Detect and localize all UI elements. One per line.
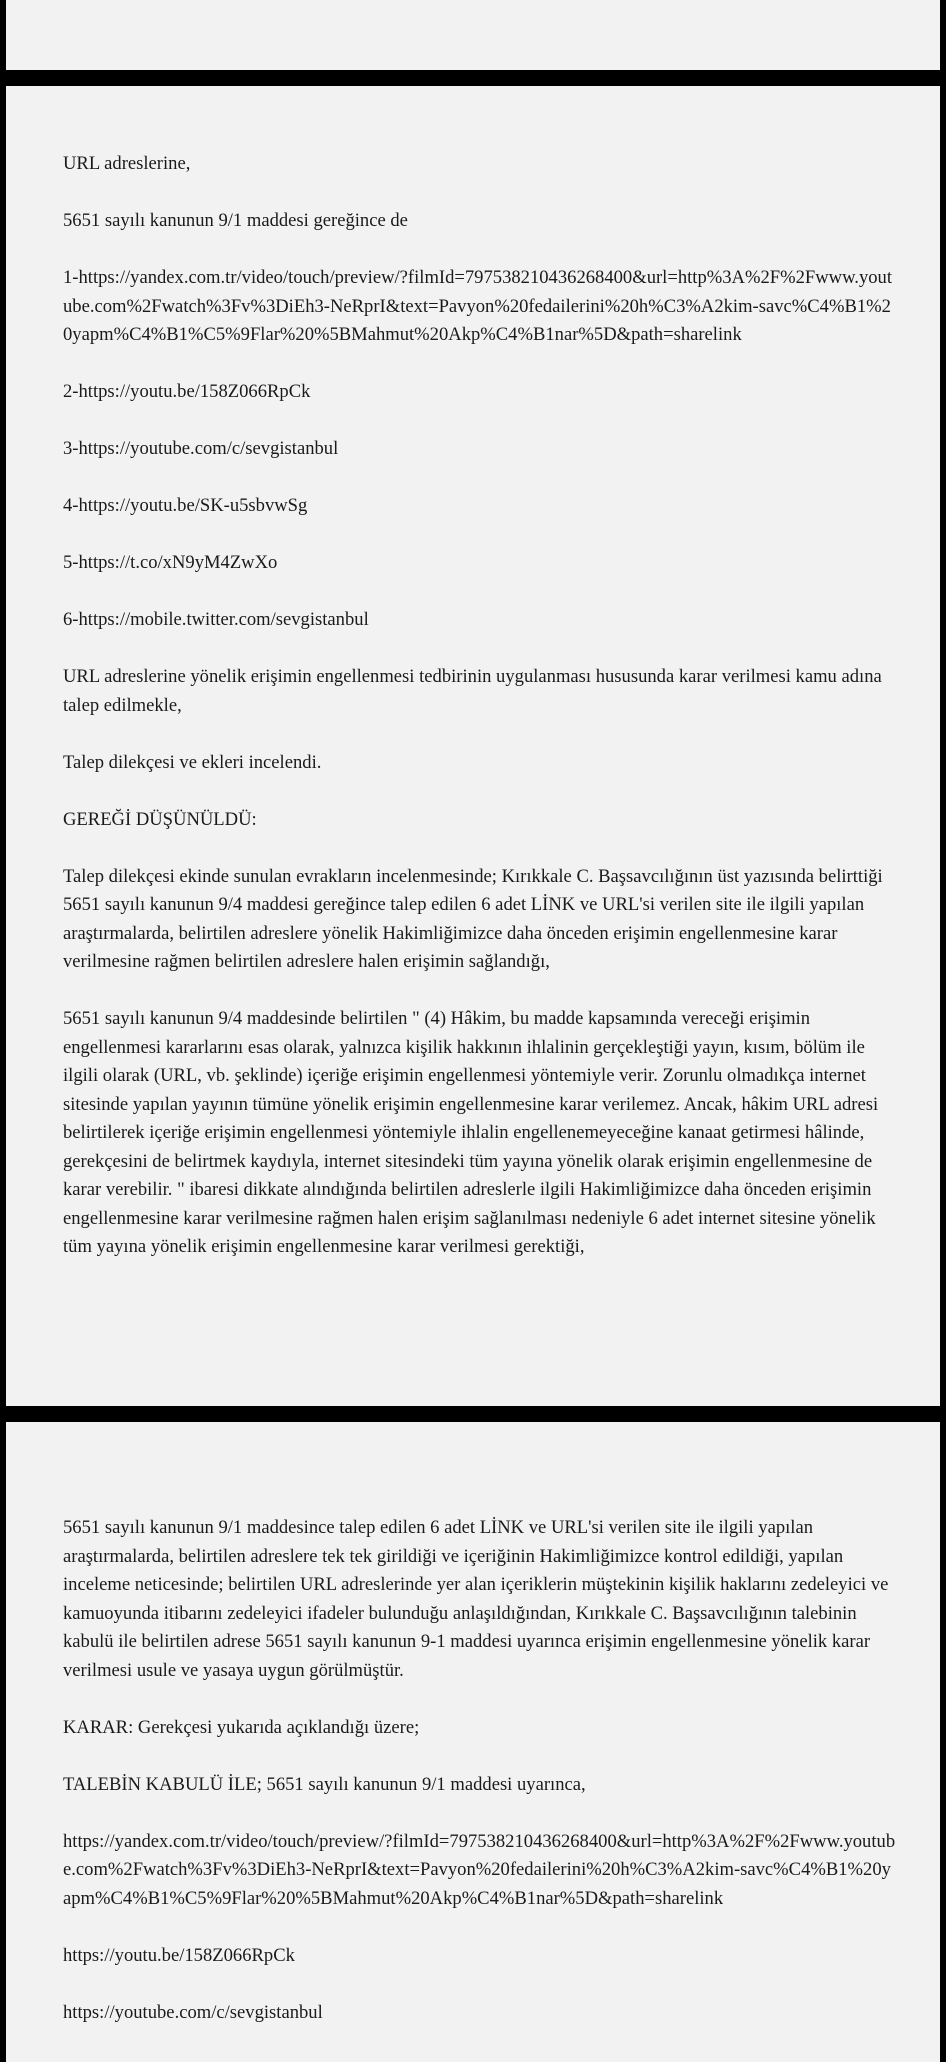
url-item-3: 3-https://youtube.com/c/sevgistanbul — [63, 438, 339, 459]
url-item-5: 5-https://t.co/xN9yM4ZwXo — [63, 552, 278, 573]
url-item-6: 6-https://mobile.twitter.com/sevgistanbul — [63, 609, 369, 630]
examined-text: Talep dilekçesi ve ekleri incelendi. — [63, 751, 322, 773]
page-2-content — [63, 1514, 899, 2056]
decision-url-2: https://youtu.be/158Z066RpCk — [63, 1944, 295, 1966]
decision-url-1: https://yandex.com.tr/video/touch/preview/?filmId=797538210436268400&url=http%3A%2F%2Fwww.youtube.com%2Fwatch%3Fv%3DiEh3-NeRprI&text=Pavyon%20fedailerini%20h%C3%A2kim-savc%C4%B1%20yapm%C4%B1%C5%9Flar%20%5BMahmut%20Akp%C4%B1nar%5D&path=sharelink — [63, 1830, 896, 1909]
decision-url-3: https://youtube.com/c/sevgistanbul — [63, 2001, 323, 2023]
page-1-content — [63, 150, 899, 1290]
law-reference-text: 5651 sayılı kanunun 9/1 maddesi gereğince de — [63, 210, 408, 231]
url-item-2: 2-https://youtu.be/158Z066RpCk — [63, 381, 311, 402]
acceptance-text: TALEBİN KABULÜ İLE; 5651 sayılı kanunun 9/1 maddesi uyarınca, — [63, 1773, 586, 1795]
document-page-1 — [6, 86, 940, 1406]
url-item-4: 4-https://youtu.be/SK-u5sbvwSg — [63, 495, 308, 516]
evaluation-paragraph: 5651 sayılı kanunun 9/1 maddesince talep edilen 6 adet LİNK ve URL'si verilen site ile ilgili yapılan araştırmalarda, belirtilen adreslere tek tek girildiği ve içeriğinin Hakimliğimizce kontrol edildiği, yapılan inceleme neticesinde; belirtilen URL adreslerinde yer alan içeriklerin müştekinin kişilik haklarını zedeleyici ve kamuoyunda itibarını zedeleyici ifadeler bulunduğu anlaşıldığından, Kırıkkale C. Başsavcılığının talebinin kabulü ile belirtilen adrese 5651 sayılı kanunun 9-1 maddesi uyarınca erişimin engellenmesine yönelik karar verilmesi usule ve yasaya uygun görülmüştür. — [63, 1517, 889, 1681]
decision-text: KARAR: Gerekçesi yukarıda açıklandığı üzere; — [63, 1716, 420, 1738]
reasoning-paragraph-2: 5651 sayılı kanunun 9/4 maddesinde belirtilen " (4) Hâkim, bu madde kapsamında vereceği erişimin engellenmesi kararlarını esas olarak, yalnızca kişilik hakkının ihlalinin gerçekleştiği yayın, kısım, bölüm ile ilgili olarak (URL, vb. şeklinde) içeriğe erişimin engellenmesi yöntemiyle verir. Zorunlu olmadıkça internet sitesinde yapılan yayının tümüne yönelik erişimin engellenmesine karar verilemez. Ancak, hâkim URL adresi belirtilerek içeriğe erişimin engellenmesi yöntemiyle ihlalin engellenemeyeceğine kanaat getirmesi hâlinde, gerekçesini de belirtmek kaydıyla, internet sitesindeki tüm yayına yönelik olarak erişimin engellenmesine de karar verebilir. " ibaresi dikkate alındığında belirtilen adreslerle ilgili Hakimliğimizce daha önceden erişimin engellenmesine karar verilmesine rağmen halen erişim sağlanılması nedeniyle 6 adet internet sitesine yönelik tüm yayına yönelik erişimin engellenmesine karar verilmesi gerektiği, — [63, 1008, 879, 1257]
page-top-fragment — [6, 0, 940, 70]
section-heading: GEREĞİ DÜŞÜNÜLDÜ: — [63, 808, 257, 830]
reasoning-paragraph-1: Talep dilekçesi ekinde sunulan evrakların incelenmesinde; Kırıkkale C. Başsavcılığının üst yazısında belirttiği 5651 sayılı kanunun 9/4 maddesi gereğince talep edilen 6 adet LİNK ve URL'si verilen site ile ilgili yapılan araştırmalarda, belirtilen adreslere yönelik Hakimliğimizce daha önceden erişimin engellenmesine karar verilmesine rağmen belirtilen adreslere halen erişimin sağlandığı, — [63, 865, 883, 972]
document-page-2 — [6, 1422, 940, 2062]
intro-text: URL adreslerine, — [63, 153, 191, 174]
request-text: URL adreslerine yönelik erişimin engellenmesi tedbirinin uygulanması hususunda karar verilmesi kamu adına talep edilmekle, — [63, 666, 882, 716]
url-item-1: 1-https://yandex.com.tr/video/touch/preview/?filmId=797538210436268400&url=http%3A%2F%2Fwww.youtube.com%2Fwatch%3Fv%3DiEh3-NeRprI&text=Pavyon%20fedailerini%20h%C3%A2kim-savc%C4%B1%20yapm%C4%B1%C5%9Flar%20%5BMahmut%20Akp%C4%B1nar%5D&path=sharelink — [63, 267, 893, 345]
